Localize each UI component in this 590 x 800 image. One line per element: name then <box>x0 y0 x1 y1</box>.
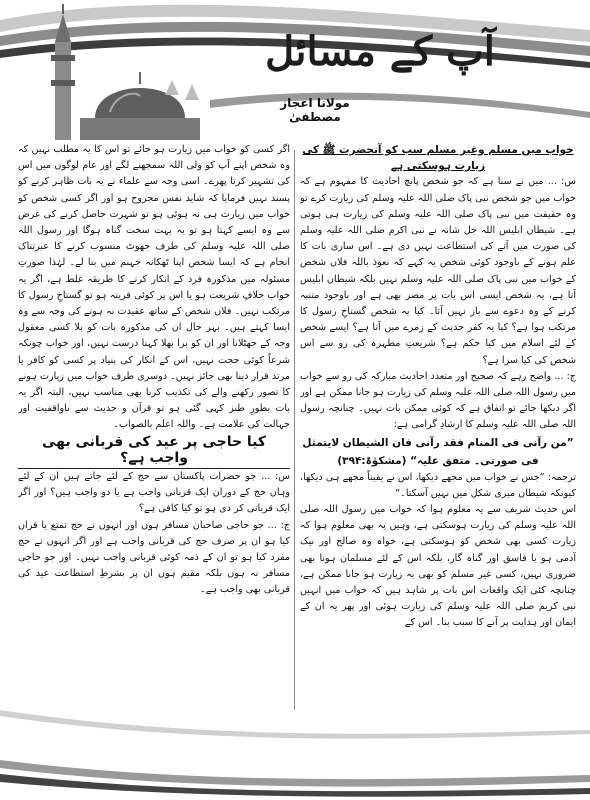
right-column <box>300 142 576 702</box>
page-title: آپ کے مسائل <box>265 28 495 75</box>
article-heading-qurbani <box>18 434 290 469</box>
question-text: س: ... میں نے سنا ہے کہ جو شخص پانچ احادیث کا مفہوم ہے کہ خواب میں جو شخص نبی پاک صلی اللہ علیہ وسلم کی زیارت کرے تو وہ حقیقت میں نبی پاک صلی اللہ علیہ وسلم کی زیارت ہی ہوتی ہے۔ شیطان ابلیس اللہ جل شانہ نے نبی اکرم صلی اللہ علیہ وسلم کی صورت میں آنے کی استطاعت نہیں دی ہے۔ اس ساری بات کا علم ہونے کے باوجود کوئی شخص یہ کہے کہ نعوذ باللہ فلاں شخص کے خواب میں نبی پاک صلی اللہ علیہ وسلم نہیں بلکہ شیطان ابلیس آتا ہے، یہ شخص ایسی اس بات پر مصر بھی ہے اور باوجود متنبہ کرنے کے وہ دعوے سے باز نہیں آتا۔ کیا یہ شخص گستاخِ رسول کا مرتکب ہوا ہے؟ کیا یہ کفر حدیث کے زمرے میں آتا ہے؟ ایسے شخص کے لئے اسلام میں کیا حکم ہے؟ شریعتِ مطہرہ کی رو سے اس شخص کی کیا سزا ہے؟ <box>300 176 576 366</box>
left-column <box>18 142 290 707</box>
answer-continuation: اس حدیث شریف سے یہ معلوم ہوا کہ خواب میں رسول اللہ صلی اللہ علیہ وسلم کی زیارت ہوسکتی ہے، وہیں یہ بھی معلوم ہوا کہ زیارت کسی بھی شخص کو ہوسکتی ہے، خواہ وہ صالح اور نیک آدمی ہو یا فاسق اور گناہ گار، بلکہ اس کے لئے مسلمان ہونا بھی ضروری نہیں، کسی غیر مسلم کو بھی یہ زیارت ہو جانا ممکن ہے، چنانچہ کئی ایک واقعات اس بات پر شاہد ہیں کہ خواب میں انہیں نبی کریم صلی اللہ علیہ وسلم کی زیارت ہوئی اور پھر یہ ان کے ایمان اور ہدایت پر آنے کا سبب بنا۔ اس کے <box>300 504 576 629</box>
footer-stripes <box>0 700 590 800</box>
minaret-icon <box>51 4 75 140</box>
dome-icon <box>80 72 200 140</box>
answer-text: ج: ... واضح رہے کہ صحیح اور متعدد احادیث مبارکہ کی رو سے خواب میں رسول اللہ صلی اللہ علیہ وسلم کی زیارت ہو جانا ممکن ہے اور اگر دیکھا جائے تو اتفاق ہے کہ کوئی ممکن بات نہیں۔ چنانچہ رسول اللہ صلی اللہ علیہ وسلم کا ارشادِ گرامی ہے: <box>300 370 576 431</box>
hadith-arabic-line-2: فی صورتی۔ متفق علیہ“ (مشکوٰۃ:۳۹۴) <box>337 454 539 467</box>
column-divider <box>294 150 295 710</box>
qurbani-question: س: ... جو حضرات پاکستان سے حج کے لئے جاتے ہیں ان کے لئے وہاں حج کے دوران ایک قربانی واجب ہے یا دو واجب ہیں؟ اور اگر ایک قربانی کر دی ہو تو کیا کافی ہے؟ <box>18 471 290 515</box>
hadith-translation: ترجمہ: ”جس نے خواب میں مجھے دیکھا، اس نے یقیناً مجھے ہی دیکھا، کیونکہ شیطان میری شکل میں نہیں آسکتا۔“ <box>300 471 576 499</box>
header-banner <box>0 0 590 140</box>
hadith-arabic-line-1: ”من رآنی فی المنام فقد رآنی فان الشیطان لایتمثل <box>302 436 574 449</box>
author-name: مولانا اعجاز مصطفیٰ <box>280 96 350 124</box>
answer-continued-text: اگر کسی کو خواب میں زیارت ہو جائے تو اس کا یہ مطلب نہیں کہ وہ شخص اپنے آپ کو ولی اللہ سمجھنے لگے اور عام لوگوں میں اس کی تشہیر کرتا پھرے۔ اسی وجہ سے علماء نے یہ بات ظاہر کرنے کو پسند نہیں فرمایا کہ شاید نفس مجروح ہو اور اگر کسی شخص کو خواب میں زیارت ہی نہ ہوئی ہو تو شہرت حاصل کرنے کی غرض سے وہ ایسے کہتا ہو تو یہ بہت سخت گناہ ہوگا اور رسول اللہ صلی اللہ علیہ وسلم کی طرف جھوٹ منسوب کرنے کا عبرتناک انجام ہے کہ ایسا شخص اپنا ٹھکانہ جہنم میں بنا لے۔ لہٰذا صورتِ مسئولہ میں مذکورہ فرد کے انکار کرنے کا طریقہ غلط ہے، اگر یہ خواب خلافِ شریعت ہو یا اس پر کوئی قرینہ ہو تو گستاخِ رسول کا مرتکب نہیں۔ فلاں شخص کے ساتھ عقیدت نہ ہونے کی وجہ سے وہ ایسا کہتے ہیں۔ بہر حال ان کی مذکورہ بات کو بلا کسی معقول وجہ کے جھٹلانا اور ان کو برا بھلا کہنا درست نہیں، اور خواب چونکہ شرعاً کوئی حجت نہیں، اس کے انکار کی بنیاد پر کسی کو کافر یا مرتد قرار دینا بھی جائز نہیں۔ دوسری طرف خواب میں زیارت ہونے کا تصور رکھنے والے کی تکذیب کرنا بھی مناسب نہیں، البتہ اگر یہ بات بطورِ طنز کہی گئی ہو تو قرآن و حدیث سے ناواقفیت اور جہالت کی علامت ہے۔ واللہ اعلم بالصواب۔ <box>18 144 290 431</box>
article-heading-qurbani-text: کیا حاجی پر عید کی قربانی بھی واجب ہے؟ <box>18 434 290 469</box>
article-heading-dream: خواب میں مسلم وغیر مسلم سب کو آنحضرت ﷺ کی زیارت ہوسکتی ہے <box>302 144 574 173</box>
qurbani-answer: ج: ... جو حاجی صاحبان مسافر ہوں اور انہوں نے حج تمتع یا قران کیا ہو ان پر صرف حج کی قربانی واجب ہے اور اگر انہوں نے حج مفرد کیا ہو تو ان کے ذمہ کوئی قربانی واجب نہیں۔ اور جو حاجی مسافر نہ ہوں بلکہ مقیم ہوں ان پر بشرطِ استطاعت عید کی قربانی بھی واجب ہے۔ <box>18 519 290 596</box>
